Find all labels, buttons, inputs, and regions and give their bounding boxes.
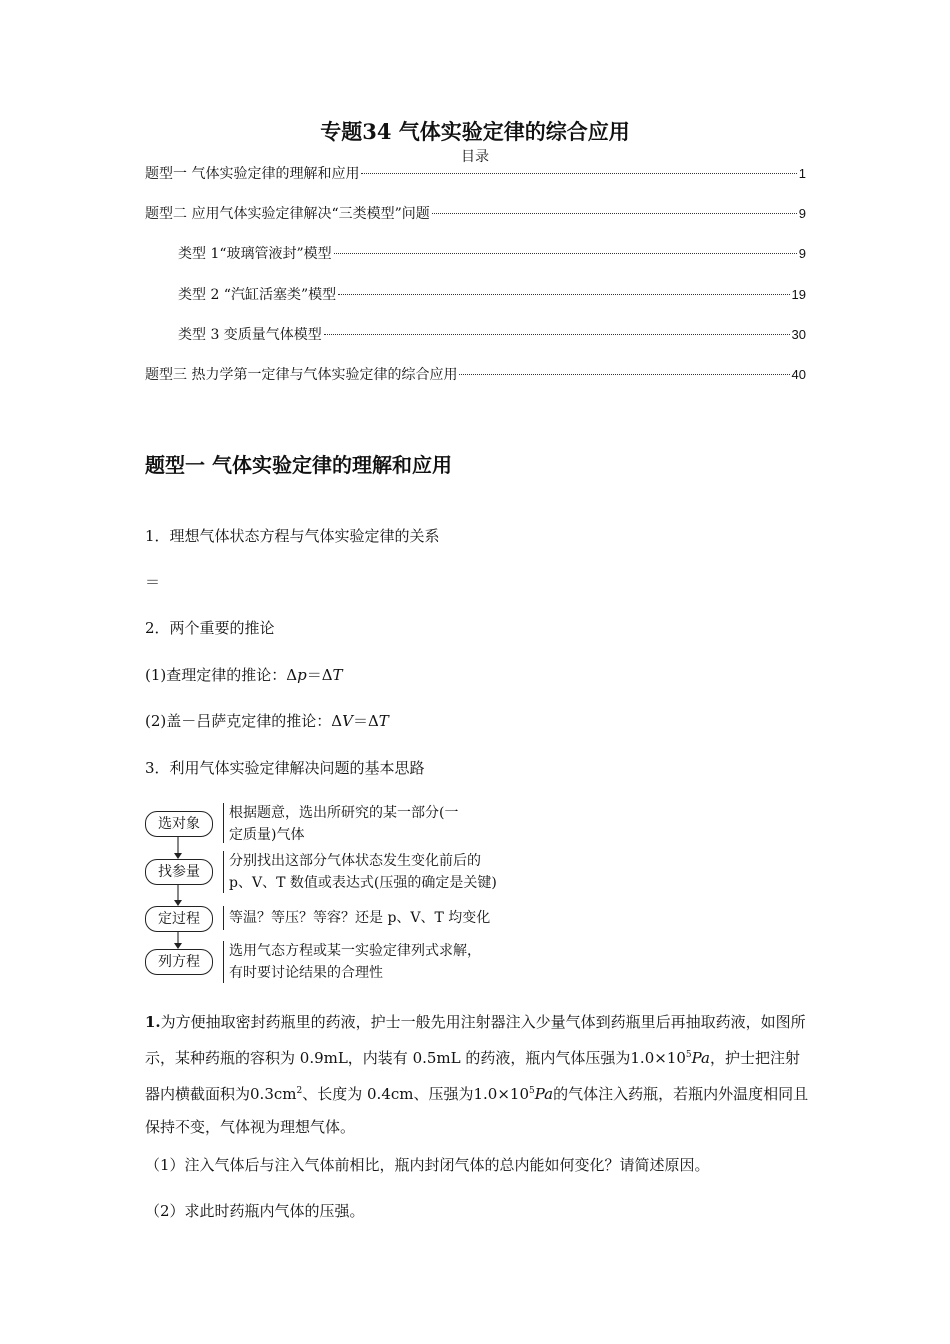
problem-1 [145, 1006, 810, 1144]
document-title: 专题34 气体实验定律的综合应用 [320, 119, 630, 144]
gaylussac-T: T [378, 712, 389, 730]
problem-number: 1. [145, 1013, 161, 1031]
toc-leader-dots [361, 173, 796, 174]
flow-bracket [223, 941, 228, 983]
problem-text-a: 为方便抽取密封药瓶里的药液，护士一般先用注射器注入少量气体到药瓶里后再抽取药液，如图所示，某种药瓶的容积为 0.9mL，内装有 0.5mL 的药液，瓶内气体压强为 [145, 1013, 806, 1067]
toc-entry-label: 类型 1“玻璃管液封”模型 [178, 246, 332, 262]
toc-entry-page: 1 [798, 166, 806, 181]
flow-step-define-process: 定过程 [145, 906, 213, 932]
toc-leader-dots [338, 294, 789, 295]
toc-leader-dots [459, 374, 789, 375]
gay-lussac-corollary [145, 710, 389, 731]
problem-text-b: ，护士把注射器内横截面积为 [145, 1049, 801, 1103]
sub-question-2: （2）求此时药瓶内气体的压强。 [145, 1202, 365, 1220]
pressure-exponent: 5 [685, 1050, 692, 1060]
gaylussac-V: V [342, 712, 353, 730]
sub-question-1: （1）注入气体后与注入气体前相比，瓶内封闭气体的总内能如何变化？请简述原因。 [145, 1156, 710, 1174]
toc-leader-dots [324, 334, 790, 335]
toc-entry-page: 19 [791, 287, 806, 302]
flow-step-find-params: 找参量 [145, 859, 213, 885]
toc-entry[interactable] [145, 163, 806, 183]
area-base: 0.3cm [250, 1085, 297, 1103]
pressure-unit: Pa [534, 1085, 554, 1103]
charles-prefix: (1)查理定律的推论：Δ [145, 666, 298, 684]
toc-heading: 目录 [461, 149, 489, 165]
pressure-exponent: 5 [529, 1086, 535, 1096]
flow-desc-line: 有时要讨论结果的合理性 [229, 965, 383, 981]
toc-entry[interactable] [145, 203, 806, 223]
problem-text-c: 、长度为 0.4cm、压强为 [302, 1085, 474, 1103]
flow-desc-line: 根据题意，选出所研究的某一部分(一 [229, 805, 459, 821]
pressure-2 [473, 1085, 553, 1103]
toc-entry[interactable] [178, 324, 806, 344]
equation-sign: ＝ [145, 573, 161, 591]
toc-entry-label: 题型一 气体实验定律的理解和应用 [145, 166, 360, 182]
toc-entry-page: 30 [791, 327, 806, 342]
gaylussac-prefix: (2)盖－吕萨克定律的推论：Δ [145, 712, 343, 730]
problem-text-d: 的气体注入药瓶，若瓶内外温度相同且保持不变，气体视为理想气体。 [145, 1085, 809, 1136]
flow-bracket [223, 906, 228, 930]
pressure-1 [630, 1049, 710, 1067]
flow-bracket [223, 851, 228, 893]
section-heading: 题型一 气体实验定律的理解和应用 [145, 453, 452, 477]
flow-desc-line: 等温？等压？等容？还是 p、V、T 均变化 [229, 910, 491, 926]
toc-leader-dots [432, 213, 797, 214]
toc-entry-label: 题型三 热力学第一定律与气体实验定律的综合应用 [145, 367, 458, 383]
toc-entry-page: 9 [798, 206, 806, 221]
list-item-3: 3．利用气体实验定律解决问题的基本思路 [145, 759, 425, 777]
flow-desc-line: p、V、T 数值或表达式(压强的确定是关键) [229, 875, 497, 891]
flow-desc-line: 选用气态方程或某一实验定律列式求解， [229, 943, 481, 959]
pressure-unit: Pa [691, 1049, 711, 1067]
toc-entry[interactable] [178, 284, 806, 304]
flow-step-select-object: 选对象 [145, 811, 213, 837]
gaylussac-mid: ＝Δ [352, 712, 379, 730]
flow-desc-1 [229, 802, 458, 846]
toc-entry[interactable] [178, 243, 806, 263]
toc-entry-label: 类型 2 “汽缸活塞类”模型 [178, 287, 337, 303]
flow-bracket [223, 803, 228, 843]
flow-step-write-equation: 列方程 [145, 949, 213, 975]
list-item-1: 1．理想气体状态方程与气体实验定律的关系 [145, 527, 440, 545]
flow-desc-line: 定质量)气体 [229, 827, 305, 843]
list-item-2: 2．两个重要的推论 [145, 619, 275, 637]
toc-entry[interactable] [145, 364, 806, 384]
toc-entry-page: 9 [798, 246, 806, 261]
toc-entry-label: 题型二 应用气体实验定律解决“三类模型”问题 [145, 206, 430, 222]
toc-entry-page: 40 [791, 367, 806, 382]
charles-law-corollary [145, 664, 343, 685]
charles-mid: ＝Δ [306, 666, 333, 684]
area-value [250, 1085, 302, 1103]
toc-leader-dots [334, 253, 797, 254]
flow-desc-4 [229, 940, 481, 984]
toc-entry-label: 类型 3 变质量气体模型 [178, 327, 322, 343]
flow-desc-3 [229, 907, 490, 929]
pressure-base: 1.0×10 [473, 1085, 529, 1103]
area-exponent: 2 [296, 1086, 303, 1096]
pressure-base: 1.0×10 [630, 1049, 686, 1067]
charles-T: T [332, 666, 343, 684]
charles-p: p [297, 666, 307, 684]
flow-desc-2 [229, 850, 497, 894]
flow-desc-line: 分别找出这部分气体状态发生变化前后的 [229, 853, 481, 869]
